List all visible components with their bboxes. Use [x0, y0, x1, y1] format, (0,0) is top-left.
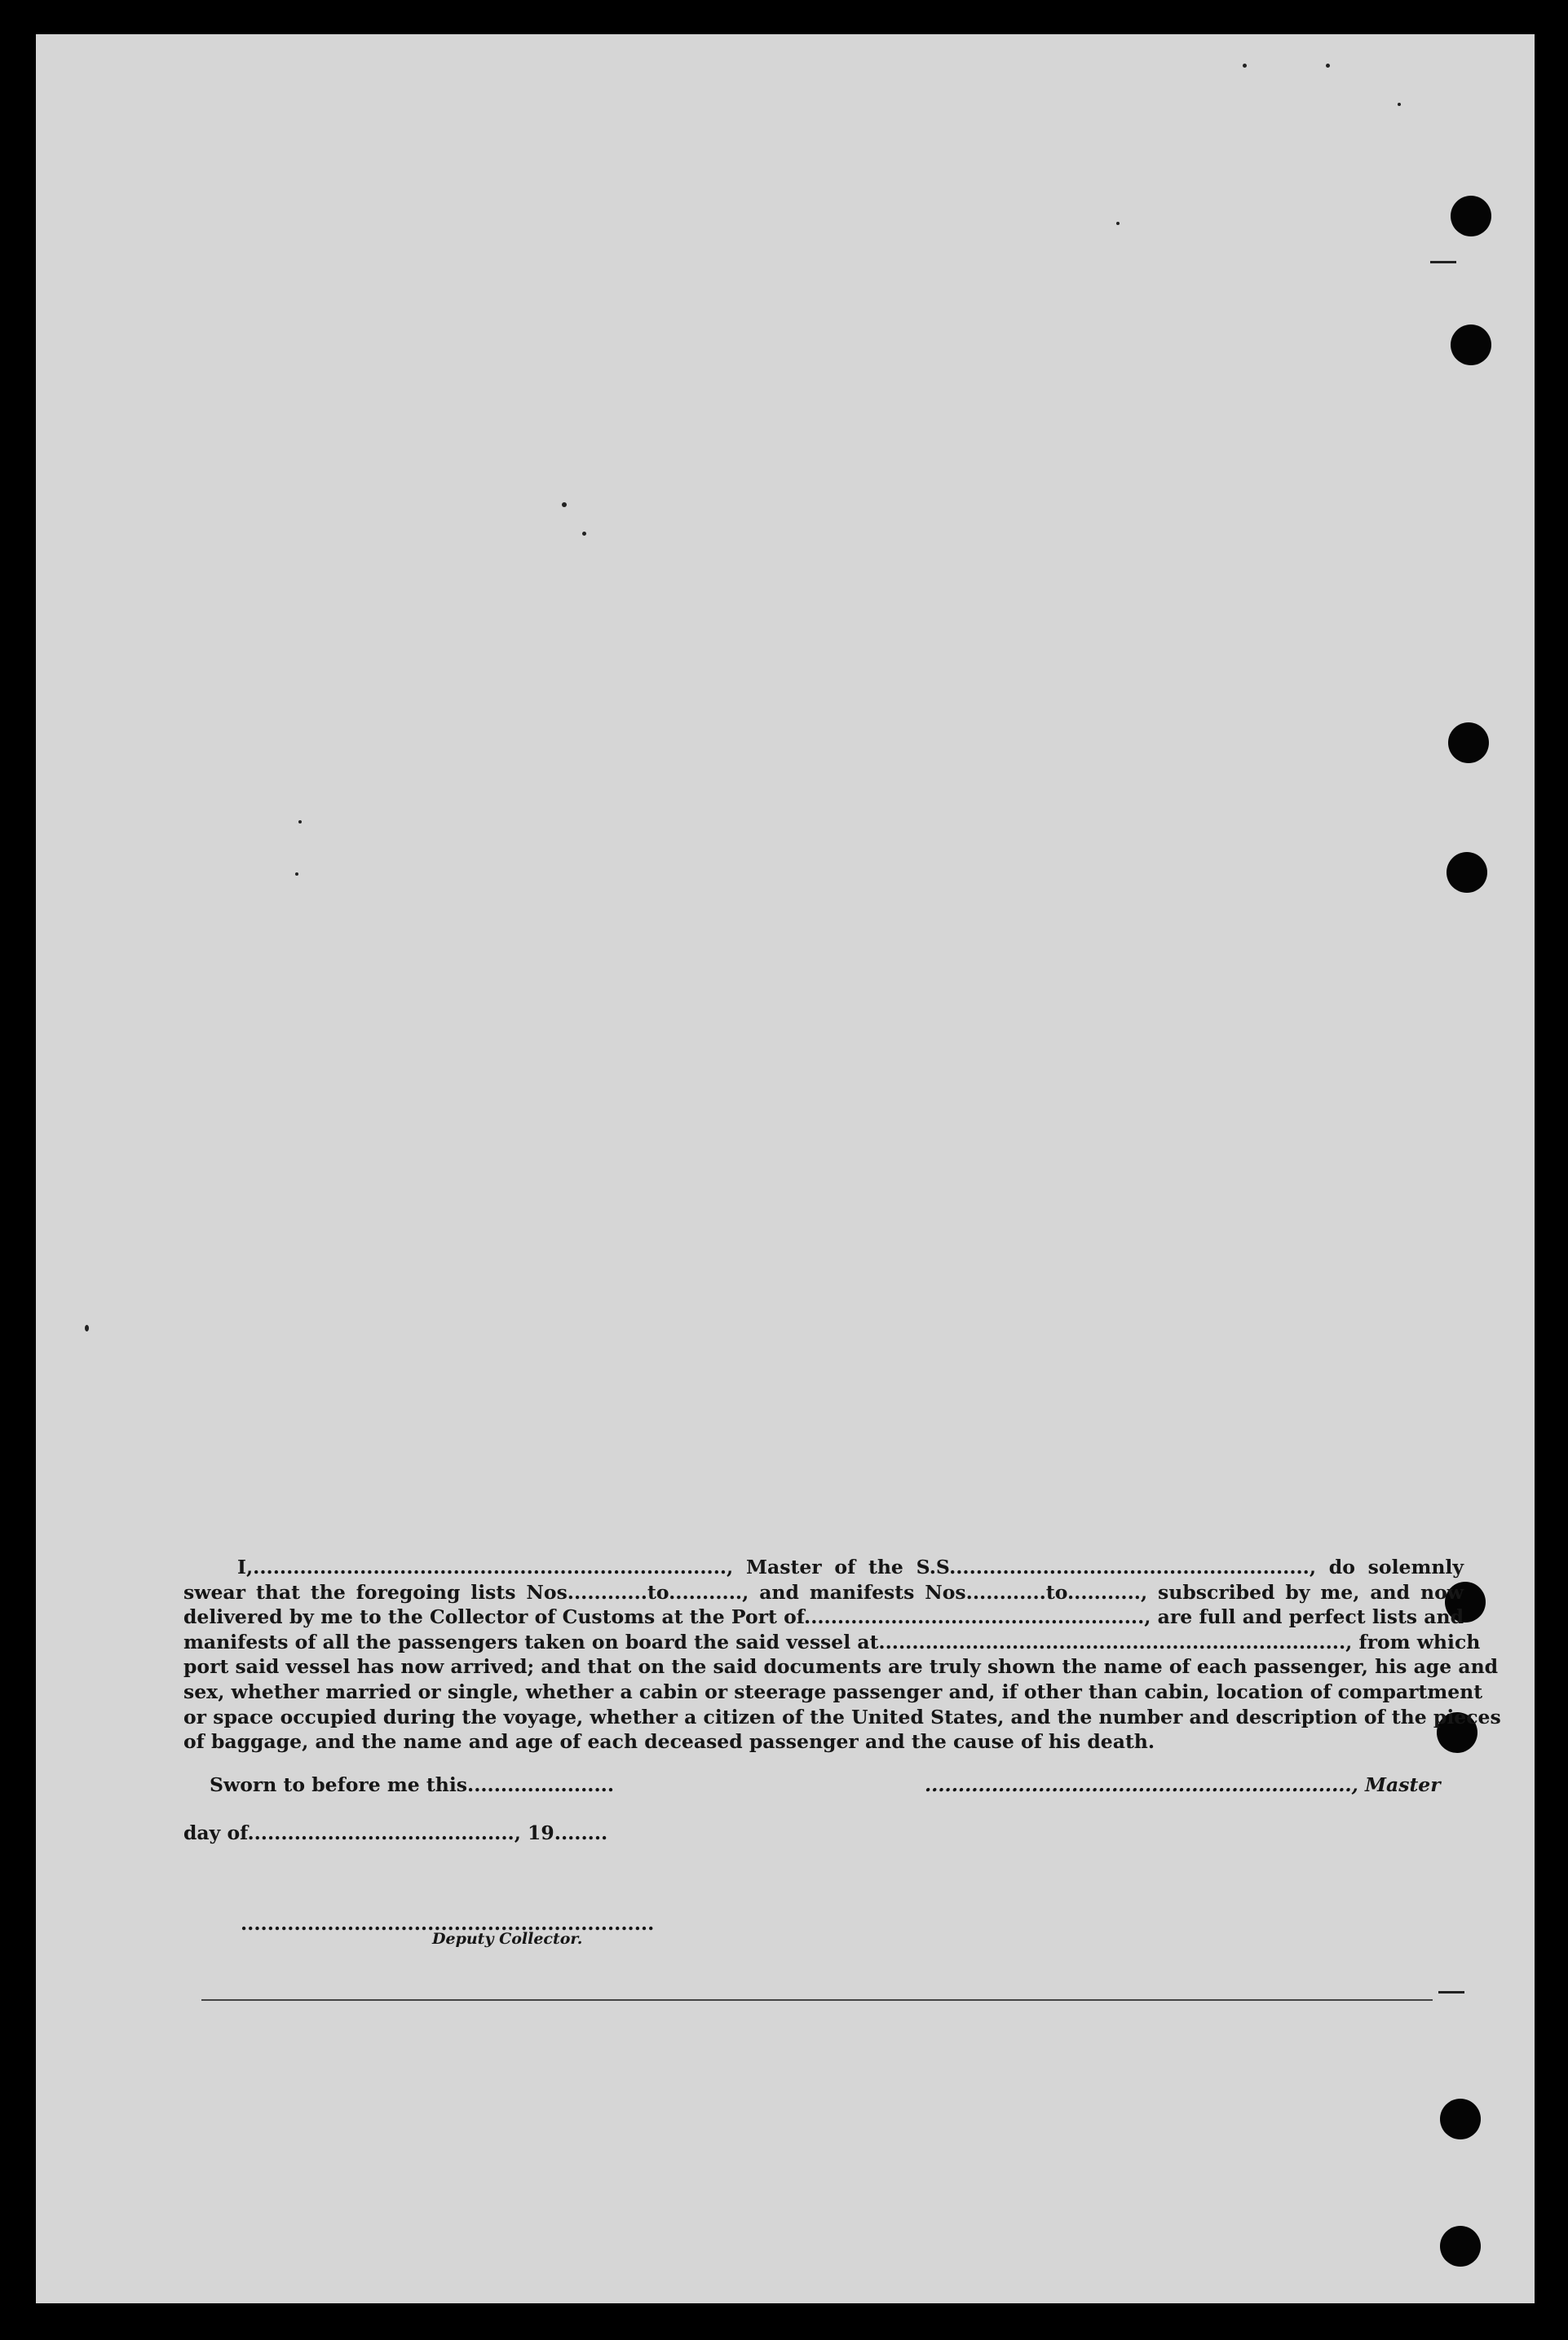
punch-hole — [1440, 2099, 1481, 2139]
oath-paragraph — [183, 1555, 1501, 1755]
speck — [1116, 222, 1120, 225]
oath-line: sex, whether married or single, whether a cabin or steerage passenger and, if other than cabin, location of compartment — [183, 1680, 1483, 1703]
edge-mark — [1438, 1991, 1464, 1993]
oath-line: I,......................................................................., Master of the S.S......................................................, do solemnly — [237, 1556, 1464, 1578]
punch-hole — [1440, 2226, 1481, 2267]
speck — [1398, 103, 1401, 106]
oath-line: of baggage, and the name and age of each deceased passenger and the cause of his death. — [183, 1730, 1155, 1754]
punch-hole — [1451, 196, 1491, 236]
speck — [562, 502, 567, 507]
deputy-collector-label: Deputy Collector. — [432, 1930, 583, 1948]
day-of-line: day of........................................, 19........ — [183, 1821, 608, 1844]
oath-line: manifests of all the passengers taken on board the said vessel at......................................................................, from which — [183, 1630, 1481, 1653]
speck — [295, 872, 298, 876]
master-signature-line: ................................................................, Master — [925, 1773, 1441, 1796]
document-page — [36, 34, 1535, 2303]
oath-line: port said vessel has now arrived; and that on the said documents are truly shown the name of each passenger, his age and — [183, 1655, 1499, 1679]
punch-hole — [1447, 852, 1487, 893]
punch-hole — [1451, 325, 1491, 365]
sworn-line: Sworn to before me this...................... — [210, 1773, 615, 1796]
speck — [1326, 64, 1330, 68]
deputy-signature-line: .............................................................. — [241, 1912, 655, 1935]
oath-line: delivered by me to the Collector of Customs at the Port of..................................................., are full and perfect lists and — [183, 1605, 1464, 1629]
speck — [85, 1325, 89, 1331]
punch-hole — [1448, 722, 1489, 763]
speck — [582, 532, 586, 536]
speck — [298, 820, 302, 823]
oath-line: swear that the foregoing lists Nos............to..........., and manifests Nos............to..........., subscribed by me, and now — [183, 1580, 1464, 1604]
edge-mark — [1430, 261, 1456, 263]
horizontal-rule — [201, 1999, 1433, 2001]
oath-line: or space occupied during the voyage, whether a citizen of the United States, and the number and description of the pieces — [183, 1705, 1501, 1729]
speck — [1243, 64, 1247, 68]
